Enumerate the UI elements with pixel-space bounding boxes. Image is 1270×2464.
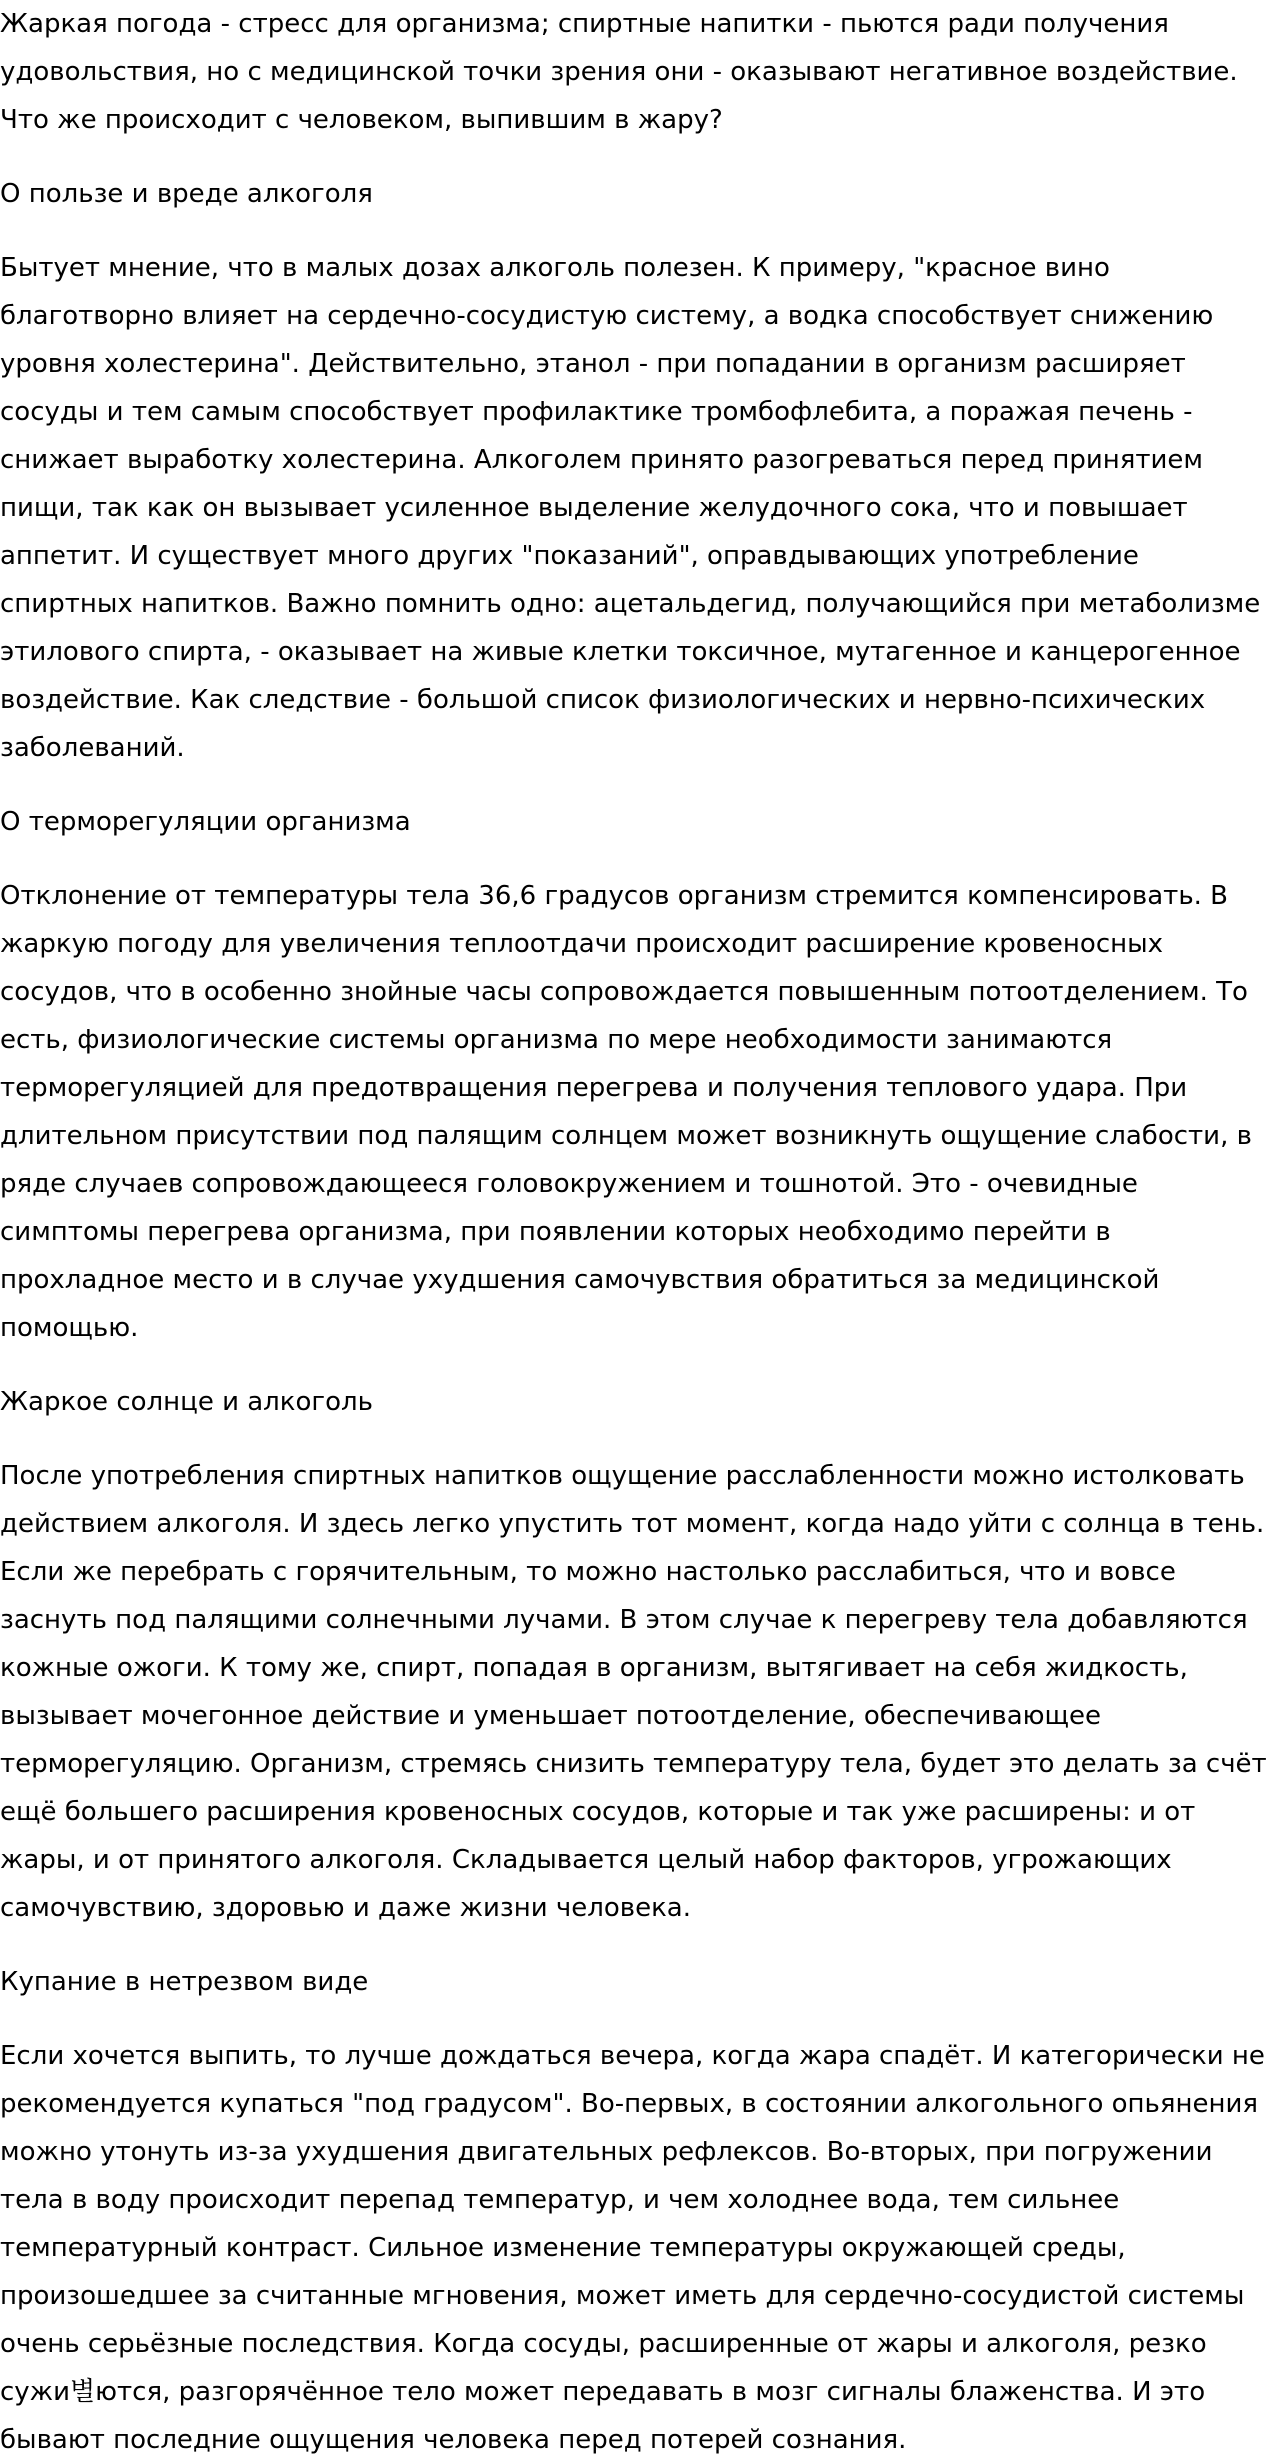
intro-paragraph: Жаркая погода - стресс для организма; спиртные напитки - пьются ради получения удовольствия, но с медицинской точки зрения они - оказывают негативное воздействие. Что же происходит с человеком, выпившим в жару? (0, 9, 1238, 135)
section-paragraph-thermoregulation: Отклонение от температуры тела 36,6 градусов организм стремится компенсировать. В жаркую погоду для увеличения теплоотдачи происходит расширение кровеносных сосудов, что в особенно знойные часы сопровождается повышенным потоотделением. То есть, физиологические системы организма по мере необходимости занимаются терморегуляцией для предотвращения перегрева и получения теплового удара. При длительном присутствии под палящим солнцем может возникнуть ощущение слабости, в ряде случаев сопровождающееся головокружением и тошнотой. Это - очевидные симптомы перегрева организма, при появлении которых необходимо перейти в прохладное место и в случае ухудшения самочувствия обратиться за медицинской помощью. (0, 881, 1252, 1343)
section-heading-sun-and-alcohol: Жаркое солнце и алкоголь (0, 1387, 373, 1417)
section-paragraph-drunk-swimming: Если хочется выпить, то лучше дождаться вечера, когда жара спадёт. И категорически не рекомендуется купаться "под градусом". Во-первых, в состоянии алкогольного опьянения можно утонуть из-за ухудшения двигательных рефлексов. Во-вторых, при погружении тела в воду происходит перепад температур, и чем холоднее вода, тем сильнее температурный контраст. Сильное изменение температуры окружающей среды, произошедшее за считанные мгновения, может иметь для сердечно-сосудистой системы очень серьёзные последствия. Когда сосуды, расширенные от жары и алкоголя, резко сужи별ются, разгорячённое тело может передавать в мозг сигналы блаженства. И это бывают последние ощущения человека перед потерей сознания. (0, 2041, 1265, 2455)
section-heading-thermoregulation: О терморегуляции организма (0, 807, 411, 837)
section-paragraph-alcohol-benefits: Бытует мнение, что в малых дозах алкоголь полезен. К примеру, "красное вино благотворно влияет на сердечно-сосудистую систему, а водка способствует снижению уровня холестерина". Действительно, этанол - при попадании в организм расширяет сосуды и тем самым способствует профилактике тромбофлебита, а поражая печень - снижает выработку холестерина. Алкоголем принято разогреваться перед принятием пищи, так как он вызывает усиленное выделение желудочного сока, что и повышает аппетит. И существует много других "показаний", оправдывающих употребление спиртных напитков. Важно помнить одно: ацетальдегид, получающийся при метаболизме этилового спирта, - оказывает на живые клетки токсичное, мутагенное и канцерогенное воздействие. Как следствие - большой список физиологических и нервно-психических заболеваний. (0, 253, 1261, 763)
section-heading-drunk-swimming: Купание в нетрезвом виде (0, 1967, 369, 1997)
section-paragraph-sun-and-alcohol: После употребления спиртных напитков ощущение расслабленности можно истолковать действием алкоголя. И здесь легко упустить тот момент, когда надо уйти с солнца в тень. Если же перебрать с горячительным, то можно настолько расслабиться, что и вовсе заснуть под палящими солнечными лучами. В этом случае к перегреву тела добавляются кожные ожоги. К тому же, спирт, попадая в организм, вытягивает на себя жидкость, вызывает мочегонное действие и уменьшает потоотделение, обеспечивающее терморегуляцию. Организм, стремясь снизить температуру тела, будет это делать за счёт ещё большего расширения кровеносных сосудов, которые и так уже расширены: и от жары, и от принятого алкоголя. Складывается целый набор факторов, угрожающих самочувствию, здоровью и даже жизни человека. (0, 1461, 1267, 1923)
section-heading-alcohol-benefits: О пользе и вреде алкоголя (0, 179, 373, 209)
